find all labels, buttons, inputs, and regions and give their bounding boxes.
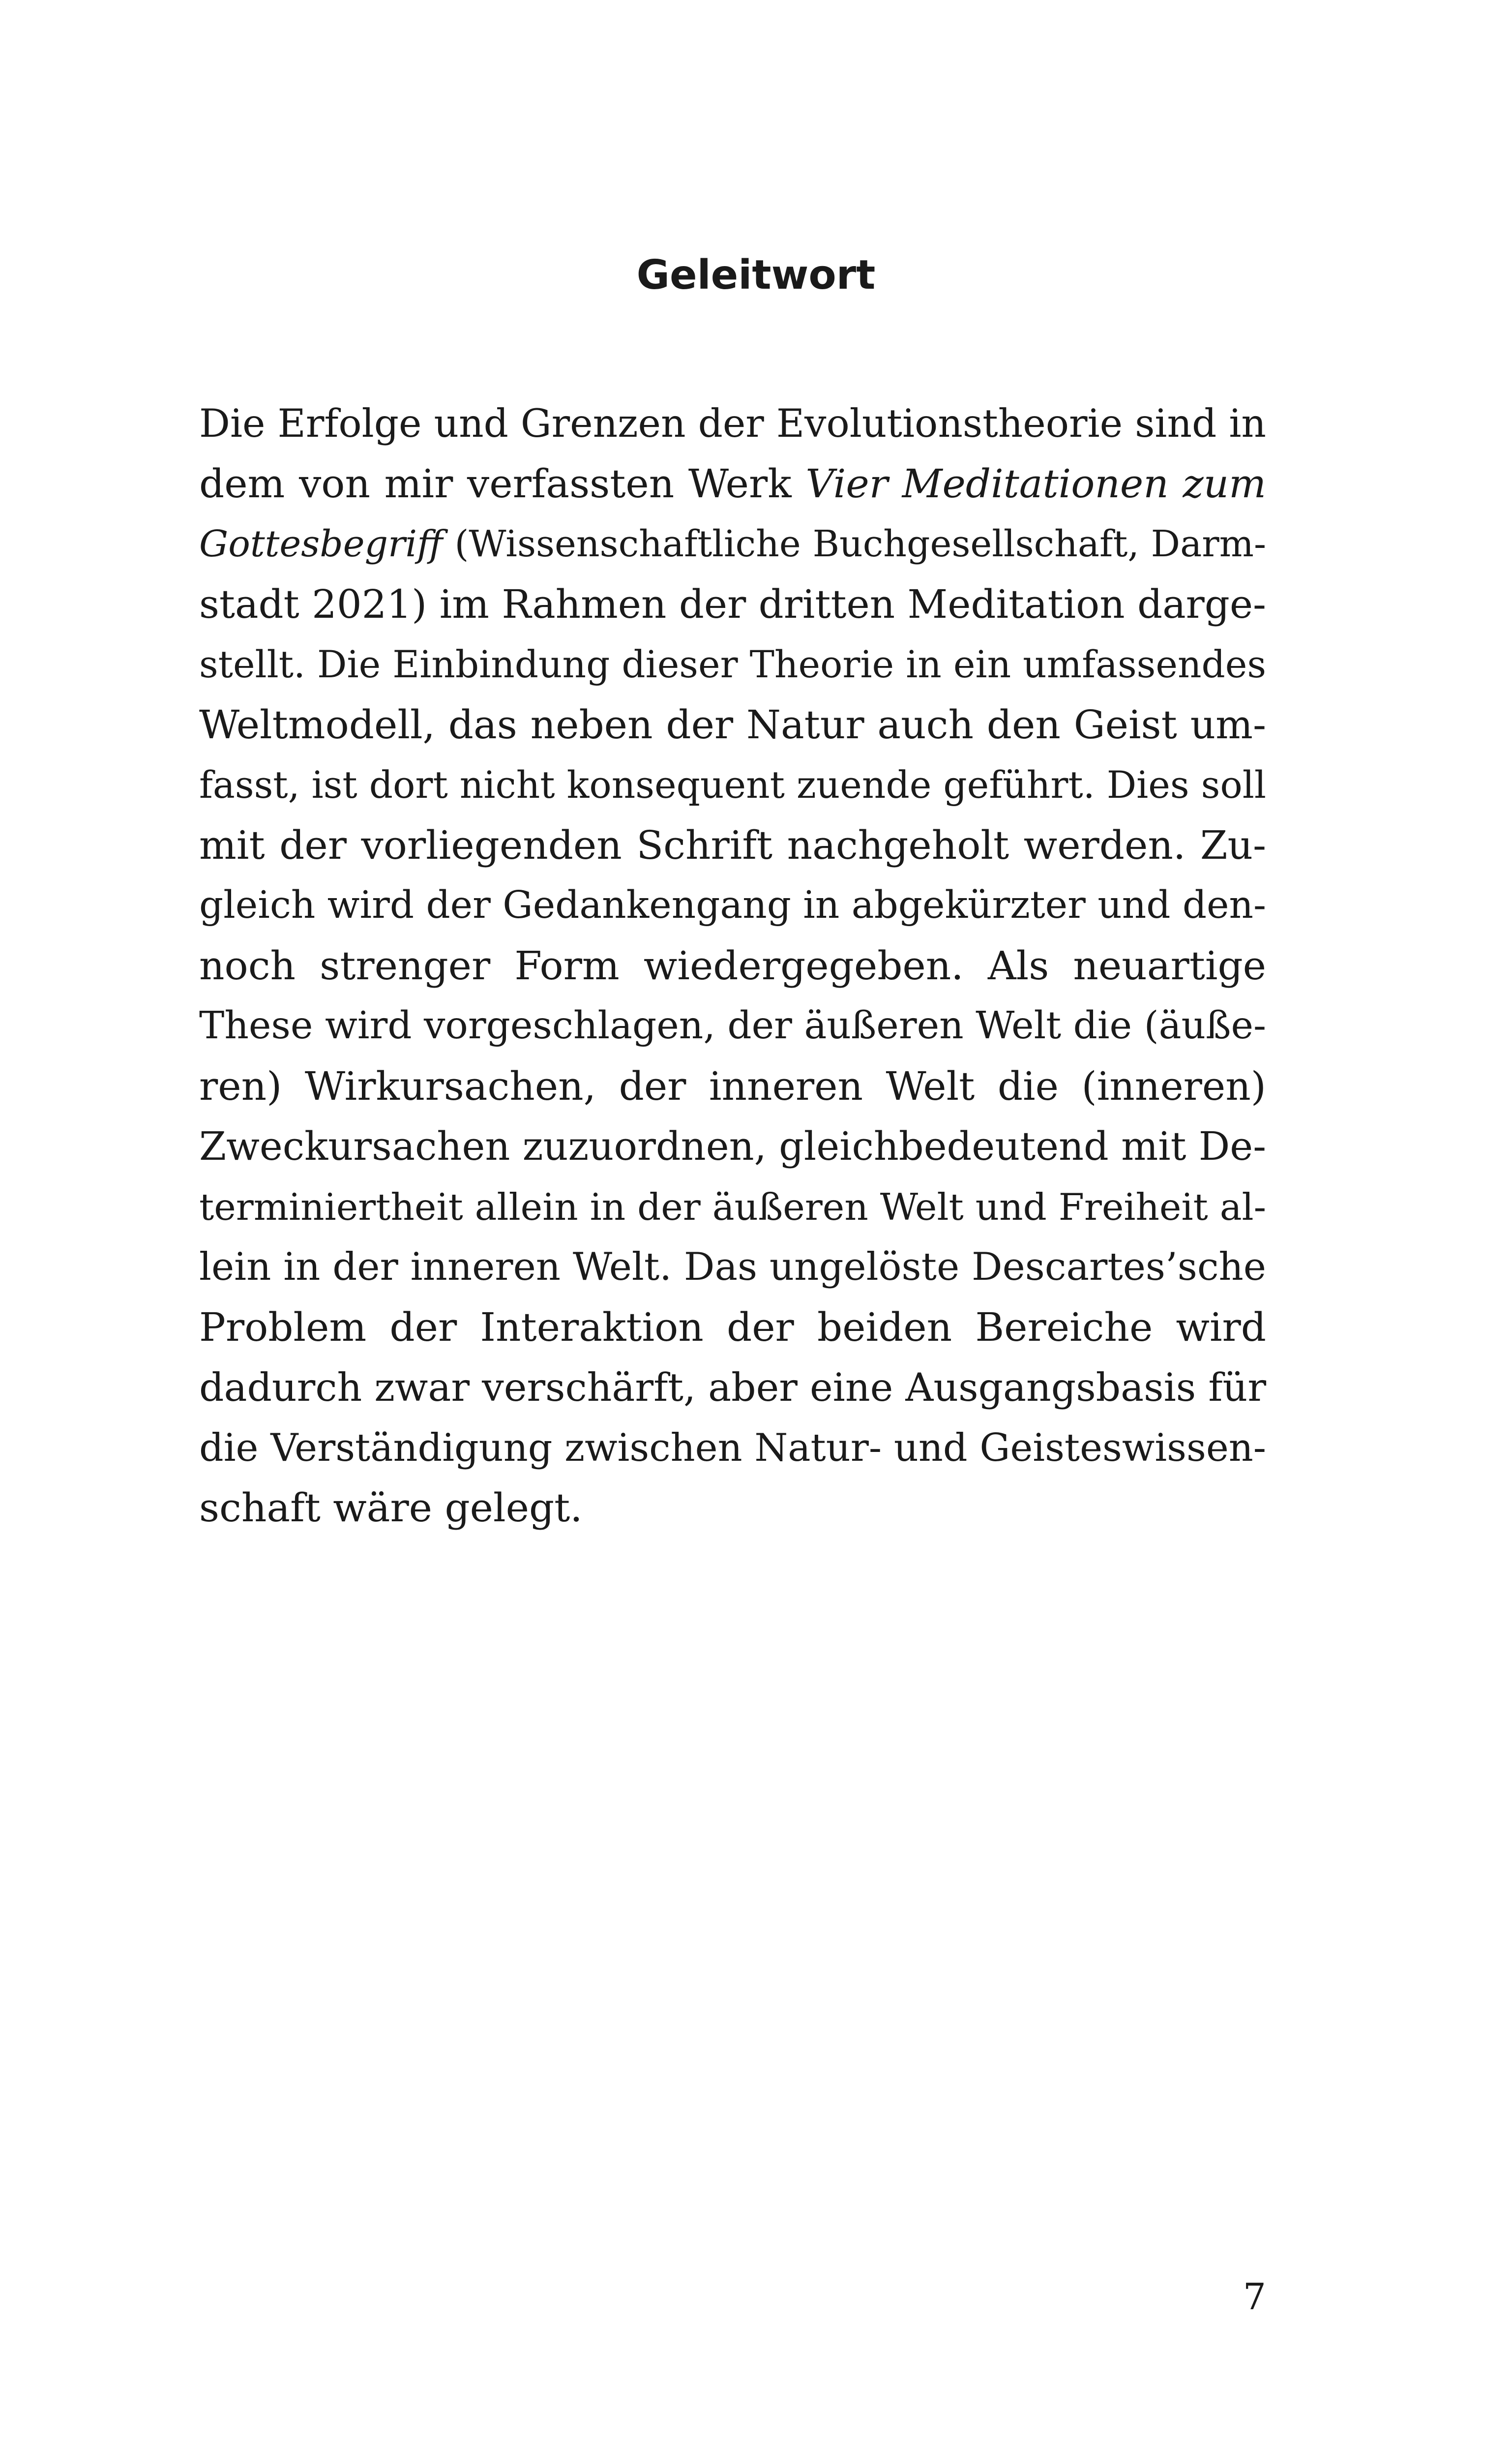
line-text: Weltmodell, das neben der Natur auch den Geist um- (199, 701, 1266, 748)
line-text: die Verständigung zwischen Natur- und Geisteswissen- (199, 1425, 1266, 1470)
line-text: Die Erfolge und Grenzen der Evolutionstheorie sind in (199, 401, 1266, 446)
paragraph-line (199, 695, 1266, 755)
paragraph-line (199, 936, 1266, 996)
line-text: gleich wird der Gedankengang in abgekürzter und den- (199, 883, 1266, 927)
paragraph-line (199, 514, 1266, 574)
paragraph-line (199, 1116, 1266, 1177)
line-text: mit der vorliegenden Schrift nachgeholt werden. Zu- (199, 822, 1266, 868)
line-text: ren) Wirkursachen, der inneren Welt die (inneren) (199, 1063, 1266, 1109)
paragraph-line (199, 1237, 1266, 1297)
paragraph-line (199, 1056, 1266, 1117)
line-text: These wird vorgeschlagen, der äußeren Welt die (äuße- (199, 1004, 1266, 1048)
paragraph-line (199, 574, 1266, 635)
line-text: noch strenger Form wiedergegeben. Als neuartige (199, 942, 1266, 989)
paragraph-line (199, 1297, 1266, 1358)
line-text: fasst, ist dort nicht konsequent zuende geführt. Dies soll (199, 763, 1266, 807)
paragraph-line (199, 875, 1266, 936)
paragraph-line (199, 1478, 1266, 1538)
body-paragraph (199, 393, 1266, 1538)
line-text: (Wissenschaftliche Buchgesellschaft, Darm- (443, 523, 1266, 565)
line-text: dadurch zwar verschärft, aber eine Ausgangsbasis für (199, 1365, 1266, 1410)
paragraph-line (199, 1357, 1266, 1418)
line-text: lein in der inneren Welt. Das ungelöste Descartes’sche (199, 1245, 1266, 1289)
paragraph-line (199, 634, 1266, 695)
line-text: terminiertheit allein in der äußeren Welt und Freiheit al- (199, 1185, 1267, 1229)
paragraph-line (199, 454, 1266, 514)
paragraph-line (199, 393, 1266, 454)
paragraph-line (199, 755, 1266, 815)
line-text: schaft wäre gelegt. (199, 1485, 583, 1531)
paragraph-line (199, 815, 1266, 876)
line-text: stellt. Die Einbindung dieser Theorie in ein umfassendes (199, 643, 1266, 686)
line-text: dem von mir verfassten Werk (199, 460, 806, 507)
italic-book-title: Vier Meditationen zum (805, 460, 1266, 507)
page-title: Geleitwort (636, 252, 876, 299)
paragraph-line (199, 1177, 1266, 1237)
paragraph-line (199, 996, 1266, 1056)
line-text: stadt 2021) im Rahmen der dritten Meditation darge- (199, 581, 1266, 627)
line-text: Problem der Interaktion der beiden Bereiche wird (199, 1304, 1266, 1350)
italic-book-title: Gottesbegriff (199, 523, 443, 565)
page-number: 7 (1243, 2276, 1266, 2318)
paragraph-line (199, 1418, 1266, 1478)
line-text: Zweckursachen zuzuordnen, gleichbedeutend mit De- (199, 1123, 1266, 1169)
